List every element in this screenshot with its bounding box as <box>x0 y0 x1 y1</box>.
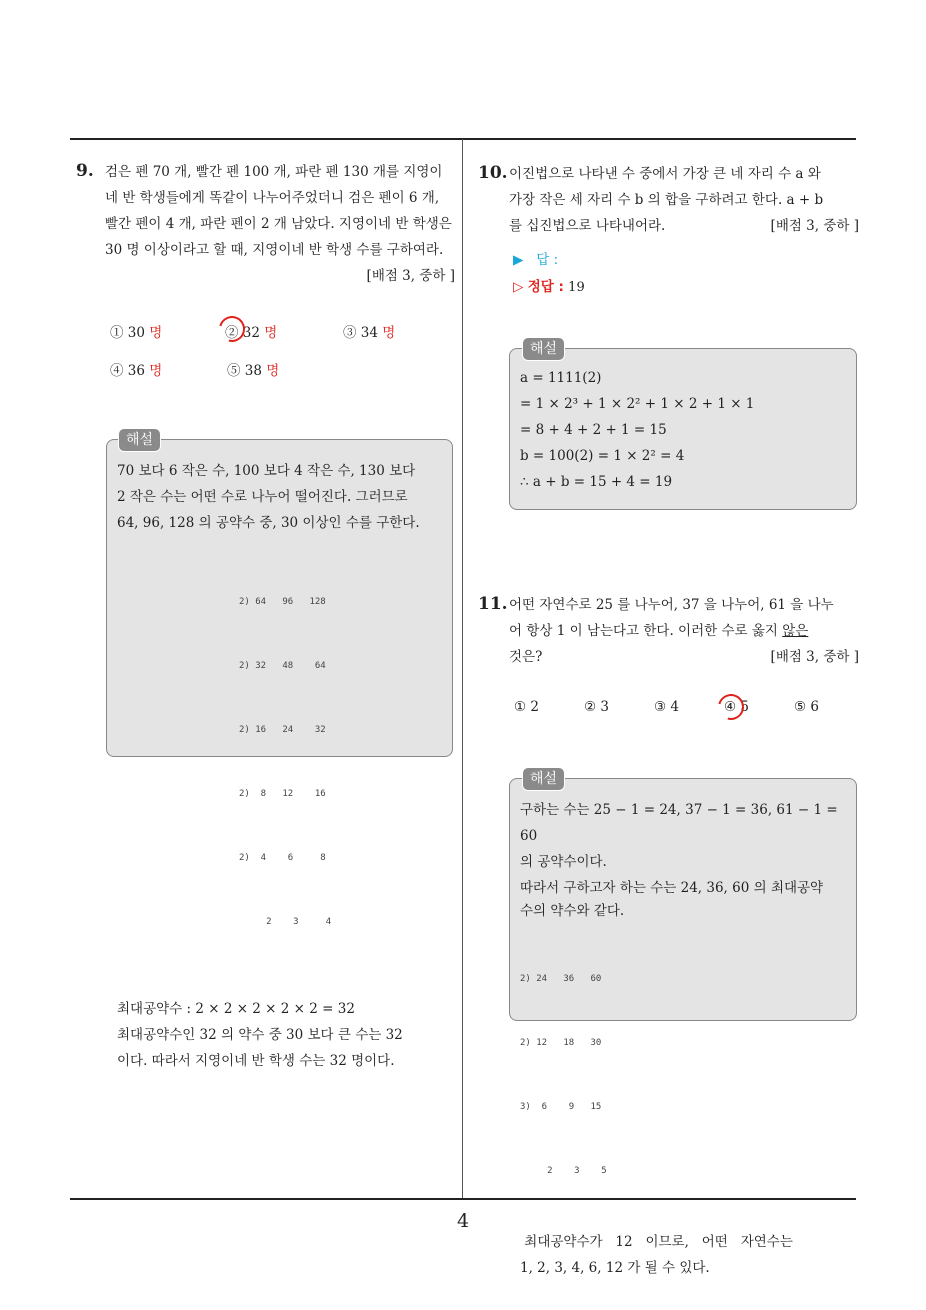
q10-number: 10. <box>478 163 508 183</box>
selected-answer-circle-icon <box>713 689 749 725</box>
selected-answer-circle-icon <box>214 311 250 347</box>
explain-line: 1, 2, 3, 4, 6, 12 가 될 수 있다. <box>520 1260 710 1276</box>
page-number: 4 <box>456 1210 470 1232</box>
q9-choice-4[interactable]: ④ 36 명 <box>110 363 163 379</box>
explain-line: = 1 × 2³ + 1 × 2² + 1 × 2 + 1 × 1 <box>520 396 755 412</box>
q10-explain-tag: 해설 <box>522 337 565 361</box>
q9-number: 9. <box>76 161 94 181</box>
q11-choice-3[interactable]: ③ 4 <box>654 699 679 715</box>
top-rule <box>70 138 856 140</box>
explain-line: a = 1111(2) <box>520 370 602 386</box>
explain-line: 최대공약수인 32 의 약수 중 30 보다 큰 수는 32 <box>117 1027 403 1043</box>
q10-answer-row[interactable]: ▶ 답 : <box>513 252 559 268</box>
q10-correct-row: ▷ 정답 : 19 <box>513 279 585 295</box>
q11-score: [배점 3, 중하 ] <box>770 649 859 665</box>
q11-explanation-box <box>509 778 857 1276</box>
explain-line: 이다. 따라서 지영이네 반 학생 수는 32 명이다. <box>117 1053 395 1069</box>
q9-choice-3[interactable]: ③ 34 명 <box>343 325 396 341</box>
q9-choice-1[interactable]: ① 30 명 <box>110 325 163 341</box>
q11-text: 어떤 자연수로 25 를 나누어, 37 을 나누어, 61 을 나누 어 항상 1 이 남는다고 한다. 이러한 수로 옳지 않은 것은? [배점 3, 중하 ] <box>509 592 859 670</box>
column-divider <box>462 139 463 1199</box>
division-table: 2) 24 36 60 2) 12 18 30 3) 6 9 15 2 3 5 <box>520 974 607 1176</box>
explain-line: 수의 약수와 같다. <box>520 903 625 919</box>
q9-explanation-box <box>106 439 453 1069</box>
q10-score: [배점 3, 중하 ] <box>770 218 859 234</box>
explain-line: = 8 + 4 + 2 + 1 = 15 <box>520 422 667 438</box>
explain-line: 따라서 구하고자 하는 수는 24, 36, 60 의 최대공약 <box>520 880 824 896</box>
explain-line: 의 공약수이다. <box>520 854 607 870</box>
q9-question: 검은 펜 70 개, 빨간 펜 100 개, 파란 펜 130 개를 지영이네 반 학생들에게 똑같이 나누어주었더니 검은 펜이 6 개, 빨간 펜이 4 개, 파란 펜이 2 개 남았다. 지영이네 반 학생은 30 명 이상이라고 할 때, 지영이네 반 학생 수를 구하여라. <box>105 164 452 258</box>
explain-line: 70 보다 6 작은 수, 100 보다 4 작은 수, 130 보다 <box>117 463 416 479</box>
q11-number: 11. <box>478 594 508 614</box>
outline-arrow-icon: ▷ <box>513 279 524 295</box>
gcd-line: 최대공약수 : 2 × 2 × 2 × 2 × 2 = 32 <box>117 1001 355 1017</box>
q9-choice-5[interactable]: ⑤ 38 명 <box>227 363 280 379</box>
q11-choice-2[interactable]: ② 3 <box>584 699 609 715</box>
explain-line: 최대공약수가 12 이므로, 어떤 자연수는 <box>520 1234 793 1250</box>
q11-choice-1[interactable]: ① 2 <box>514 699 539 715</box>
explain-line: ∴ a + b = 15 + 4 = 19 <box>520 474 673 490</box>
explain-line: 구하는 수는 25 − 1 = 24, 37 − 1 = 36, 61 − 1 = 60 <box>520 802 838 844</box>
play-arrow-icon: ▶ <box>513 252 524 268</box>
division-table: 2) 64 96 128 2) 32 48 64 2) 16 24 32 2) 8 12 16 2) 4 6 8 2 3 4 <box>239 597 332 927</box>
q9-text <box>105 159 455 289</box>
q9-explain-tag: 해설 <box>118 428 161 452</box>
q10-text: 이진법으로 나타낸 수 중에서 가장 큰 네 자리 수 a 와 가장 작은 세 자리 수 b 의 합을 구하려고 한다. a + b 를 십진법으로 나타내어라. [배점 3, 중하 ] <box>509 161 859 239</box>
q11-choice-5[interactable]: ⑤ 6 <box>794 699 819 715</box>
q10-explanation-box <box>509 348 857 510</box>
q11-choice-4[interactable]: ④ 5 <box>724 699 749 715</box>
explain-line: 64, 96, 128 의 공약수 중, 30 이상인 수를 구한다. <box>117 515 420 531</box>
q9-choice-2[interactable]: ② 32 명 <box>225 325 278 341</box>
explain-line: b = 100(2) = 1 × 2² = 4 <box>520 448 685 464</box>
q11-explain-tag: 해설 <box>522 767 565 791</box>
q9-score: [배점 3, 중하 ] <box>366 268 455 284</box>
explain-line: 2 작은 수는 어떤 수로 나누어 떨어진다. 그러므로 <box>117 489 408 505</box>
